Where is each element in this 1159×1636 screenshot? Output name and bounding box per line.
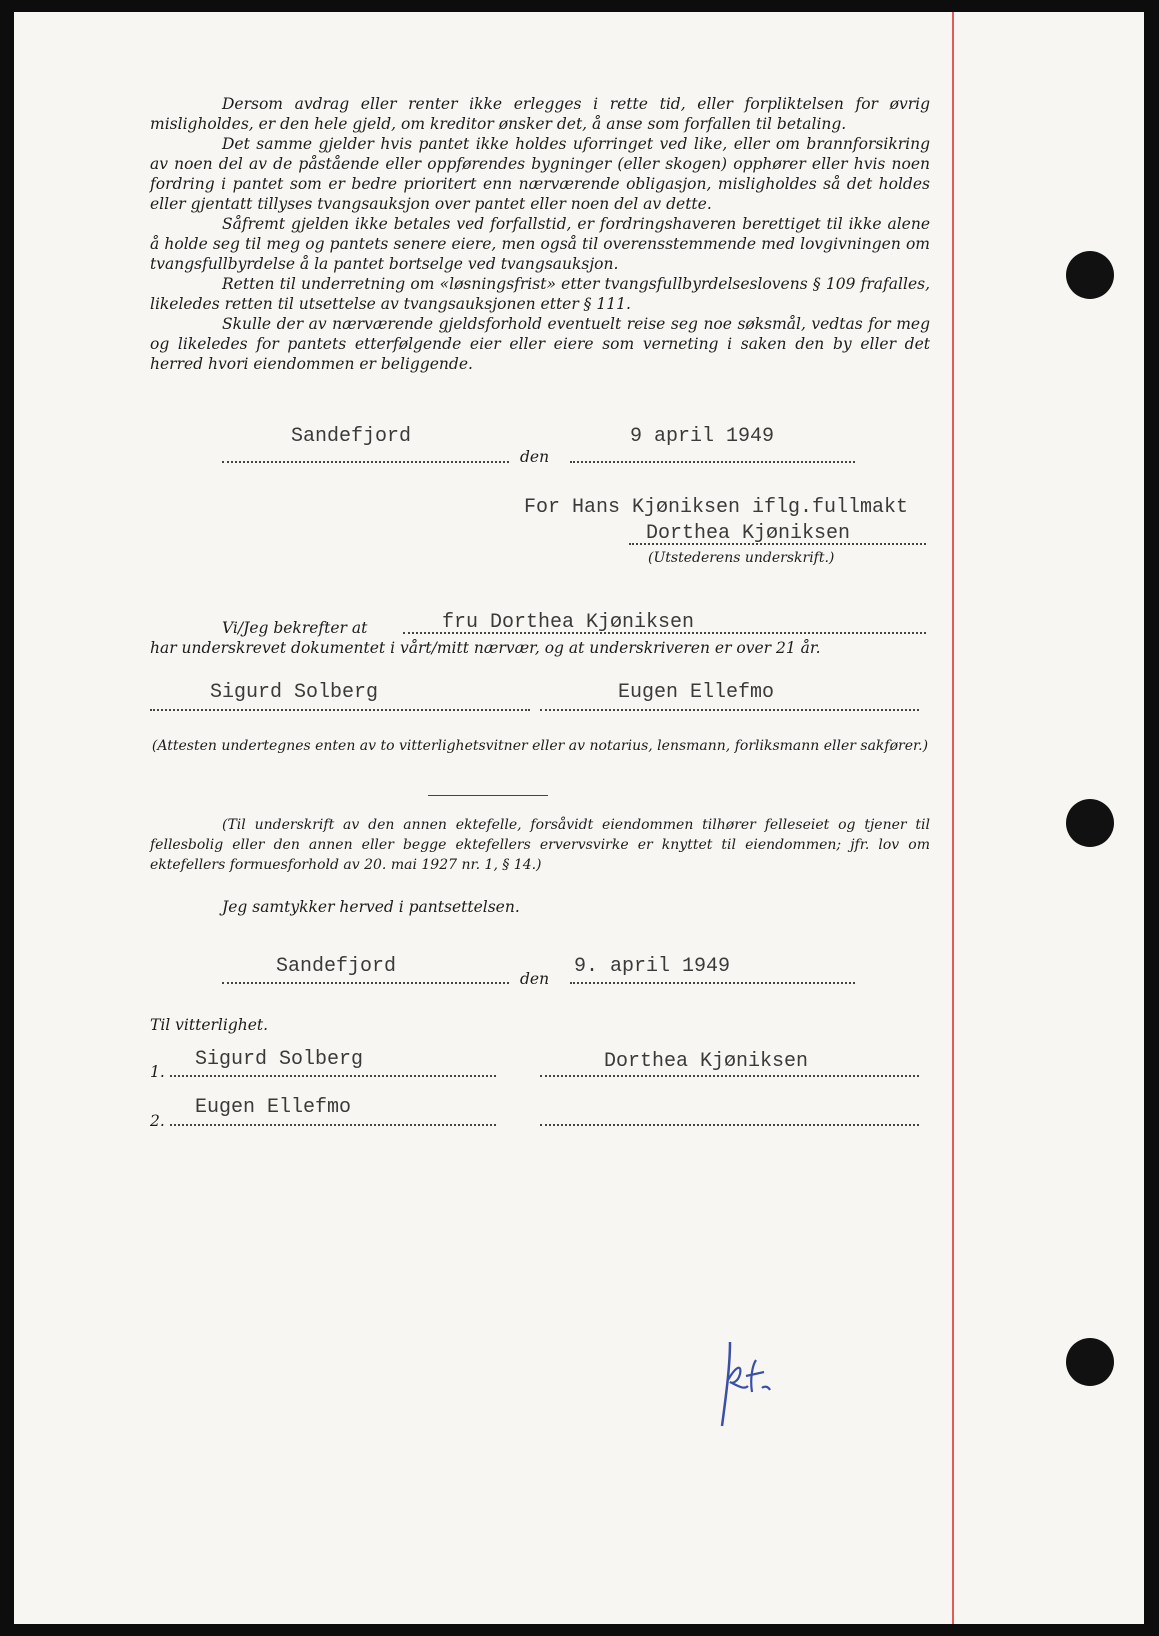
witness-2-line [540,709,919,711]
vitterlighet-witness-2: Eugen Ellefmo [195,1096,352,1119]
confirm-line [403,632,926,634]
date-value: 9 april 1949 [630,425,775,448]
clauses-block [150,94,930,374]
clause-2: Det samme gjelder hvis pantet ikke holdes uforringet ved like, eller om brannforsikring av noen del av de påstående eller oppførendes bygninger (eller skogen) opphører eller hvis noen fordring i pantet som er bedre prioritert enn nærværende obligasjon, misligholdes så det holdes eller gjentatt tillyses tvangsauksjon over pantet eller noen del av dette. [150,135,930,213]
punch-hole [1066,799,1114,847]
spouse-date-line [570,982,855,984]
den-label: den [520,448,550,466]
witness-1-name: Sigurd Solberg [210,681,379,704]
witness-number-1: 1. [150,1063,165,1081]
clause-4: Retten til underretning om «løsningsfrist» etter tvangsfullbyrdelseslovens § 109 frafalles, likeledes retten til utsettelse av tvangsauksjonen etter § 111. [150,275,930,313]
signer-name: Dorthea Kjøniksen [646,522,851,545]
signer-authority: For Hans Kjøniksen iflg.fullmakt [524,496,909,519]
clause-3: Såfremt gjelden ikke betales ved forfallstid, er fordringshaveren berettiget til ikke alene å holde seg til meg og pantets senere eiere, men også til overensstemmende med lovgivningen om tvangsfullbyrdelse å la pantet bortselge ved tvangsauksjon. [150,215,930,273]
issuer-caption: (Utstederens underskrift.) [648,550,835,566]
initials-glyph [722,1342,770,1426]
witness-number-2: 2. [150,1112,165,1130]
witness-2-name: Eugen Ellefmo [618,681,775,704]
attest-note: (Attesten undertegnes enten av to vitterlighetsvitner eller av notarius, lensmann, forliksmann eller sakfører.) [151,738,929,754]
date-line [570,461,855,463]
vitterlighet-witness-1: Sigurd Solberg [195,1048,364,1071]
spouse-note: (Til underskrift av den annen ektefelle, forsåvidt eiendommen tilhører felleseiet og tjener til fellesbolig eller den annen eller begge ektefellers ervervsvirke er knyttet til eiendommen; jfr. lov om ektefellers formuesforhold av 20. mai 1927 nr. 1, § 14.) [150,817,930,873]
vitterlighet-line-empty [540,1124,919,1126]
confirm-prefix: Vi/Jeg bekrefter at [222,619,368,637]
vitterlighet-signer: Dorthea Kjøniksen [604,1050,809,1073]
handwritten-initials [716,1336,786,1432]
vitterlighet-heading: Til vitterlighet. [150,1016,269,1034]
spouse-note-block [150,815,930,875]
punch-hole [1066,251,1114,299]
clause-1: Dersom avdrag eller renter ikke erlegges i rette tid, eller forpliktelsen for øvrig misligholdes, er den hele gjeld, om kreditor ønsker det, å anse som forfallen til betaling. [150,95,930,133]
confirm-statement: har underskrevet dokumentet i vårt/mitt nærvær, og at underskriveren er over 21 år. [150,639,821,657]
vitterlighet-line-2 [170,1124,496,1126]
place-value: Sandefjord [291,425,412,448]
spouse-place-value: Sandefjord [276,955,397,978]
punch-hole [1066,1338,1114,1386]
margin-rule [952,12,954,1624]
spouse-den-label: den [520,970,550,988]
spouse-date-value: 9. april 1949 [574,955,731,978]
signer-line [629,543,926,545]
witness-1-line [150,709,530,711]
spouse-place-line [222,982,509,984]
vitterlighet-line-1 [170,1075,496,1077]
separator [428,795,548,796]
consent-text: Jeg samtykker herved i pantsettelsen. [222,898,520,916]
place-line [222,461,509,463]
confirm-person: fru Dorthea Kjøniksen [442,611,695,634]
clause-5: Skulle der av nærværende gjeldsforhold eventuelt reise seg noe søksmål, vedtas for meg og likeledes for pantets etterfølgende eier eller eiere som verneting i saken den by eller det herred hvori eiendommen er beliggende. [150,315,930,373]
vitterlighet-line-signer [540,1075,919,1077]
